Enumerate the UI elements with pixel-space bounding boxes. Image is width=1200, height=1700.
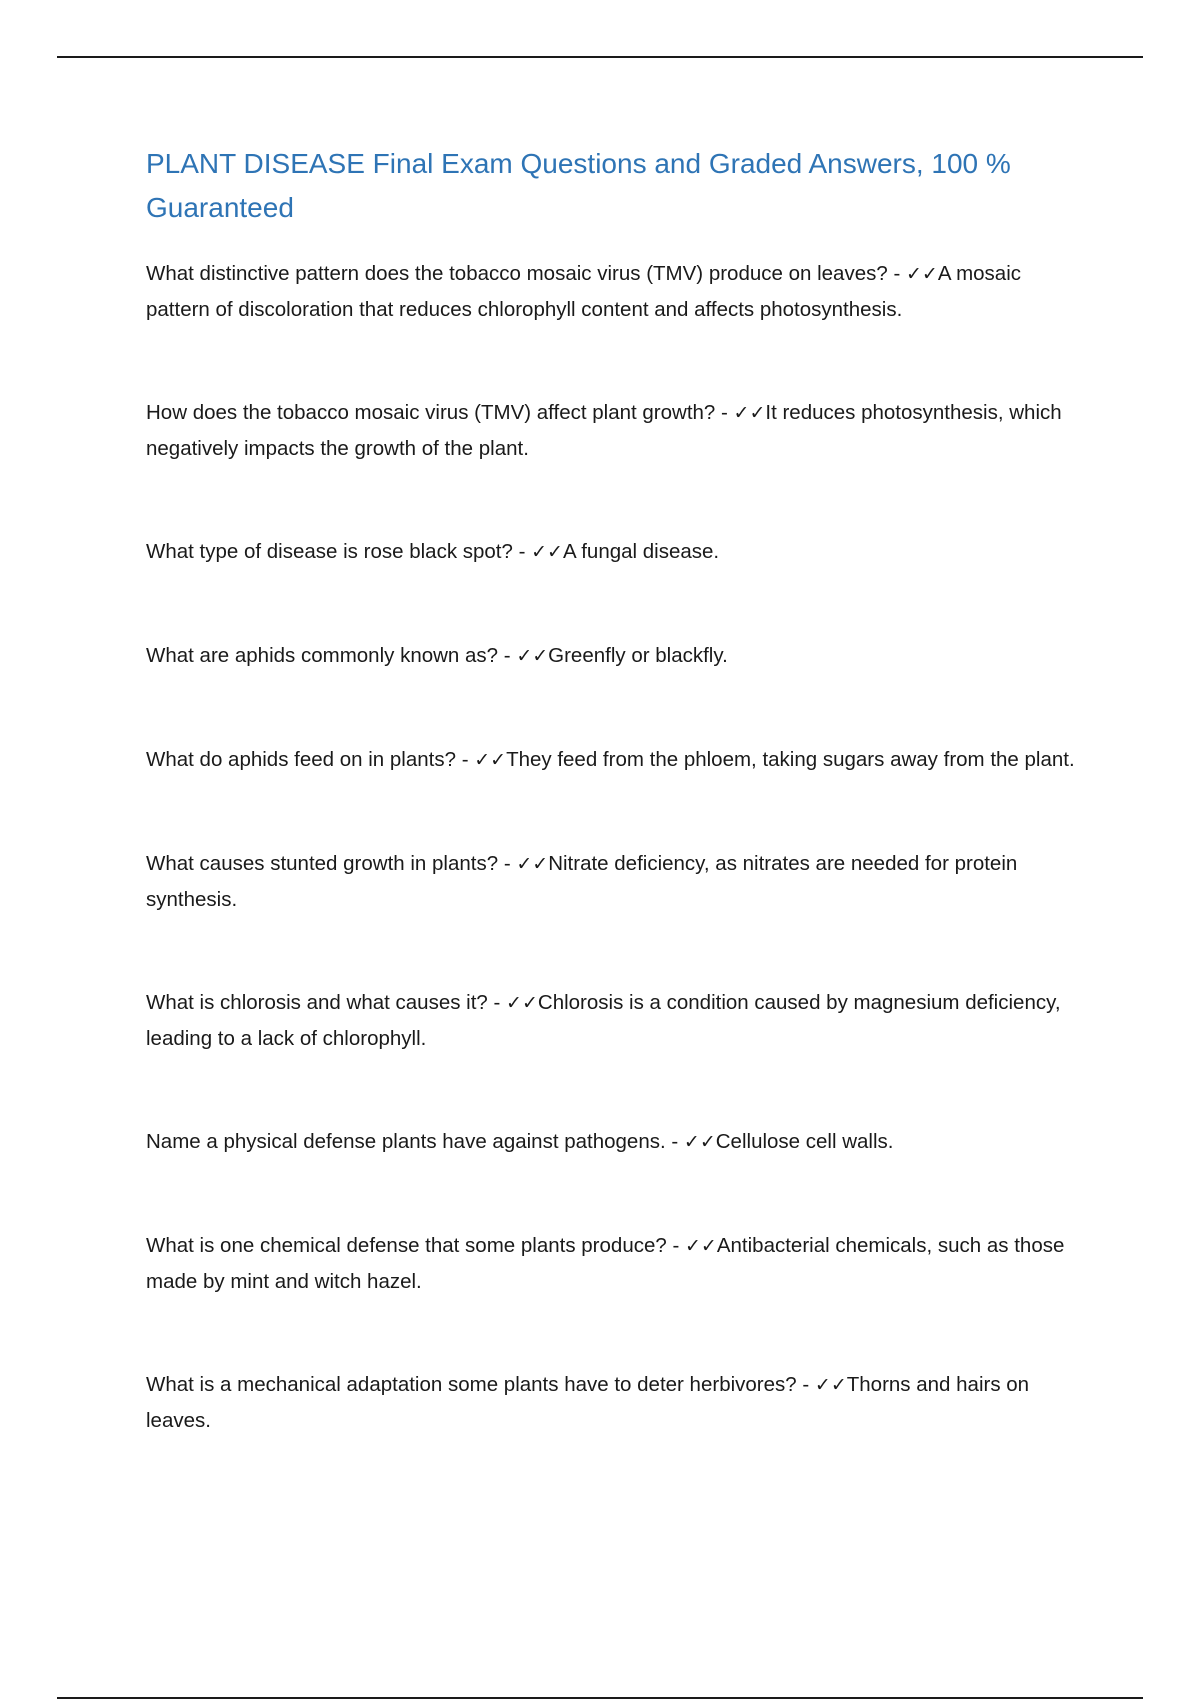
answer-text: They feed from the phloem, taking sugars away from the plant. <box>506 748 1075 771</box>
double-check-icon: ✓✓ <box>733 402 766 424</box>
answer-text: Nitrate deficiency, as nitrates are needed for protein synthesis. <box>146 852 1018 911</box>
double-check-icon: ✓✓ <box>516 645 549 667</box>
qa-item <box>146 256 1076 327</box>
separator: - <box>512 540 532 563</box>
separator: - <box>666 1234 685 1257</box>
bottom-horizontal-rule <box>57 1697 1143 1699</box>
separator: - <box>498 644 517 667</box>
double-check-icon: ✓✓ <box>506 992 538 1014</box>
question-text: What are aphids commonly known as? <box>146 644 499 667</box>
qa-item <box>146 638 1076 674</box>
double-check-icon: ✓✓ <box>516 853 549 875</box>
separator: - <box>887 262 906 285</box>
question-text: What type of disease is rose black spot? <box>146 540 513 563</box>
question-text: What is one chemical defense that some plants produce? <box>146 1234 667 1257</box>
answer-text: A fungal disease. <box>562 540 720 563</box>
double-check-icon: ✓✓ <box>683 1131 716 1153</box>
answer-text: Thorns and hairs on leaves. <box>146 1373 1030 1432</box>
qa-item <box>146 985 1076 1056</box>
qa-item <box>146 395 1076 466</box>
separator: - <box>796 1373 815 1396</box>
separator: - <box>456 748 475 771</box>
document-body <box>146 142 1076 1438</box>
double-check-icon: ✓✓ <box>474 749 507 771</box>
qa-list <box>146 256 1076 1438</box>
qa-item <box>146 1124 1076 1160</box>
double-check-icon: ✓✓ <box>905 263 938 285</box>
separator: - <box>715 401 734 424</box>
question-text: What causes stunted growth in plants? <box>146 852 499 875</box>
answer-text: A mosaic pattern of discoloration that reduces chlorophyll content and affects photosynthesis. <box>146 262 1021 321</box>
answer-text: Antibacterial chemicals, such as those made by mint and witch hazel. <box>146 1234 1065 1293</box>
double-check-icon: ✓✓ <box>814 1374 847 1396</box>
question-text: What is chlorosis and what causes it? <box>146 991 488 1014</box>
separator: - <box>665 1130 684 1153</box>
answer-text: Greenfly or blackfly. <box>548 644 728 667</box>
question-text: What is a mechanical adaptation some plants have to deter herbivores? <box>146 1373 797 1396</box>
qa-item <box>146 1367 1076 1438</box>
document-title: PLANT DISEASE Final Exam Questions and Graded Answers, 100 % Guaranteed <box>146 148 1011 223</box>
answer-text: Cellulose cell walls. <box>715 1130 894 1153</box>
question-text: What distinctive pattern does the tobacco mosaic virus (TMV) produce on leaves? <box>146 262 888 285</box>
qa-item <box>146 534 1076 570</box>
separator: - <box>498 852 517 875</box>
answer-text: It reduces photosynthesis, which negatively impacts the growth of the plant. <box>146 401 1062 460</box>
separator: - <box>487 991 507 1014</box>
double-check-icon: ✓✓ <box>685 1235 717 1257</box>
question-text: Name a physical defense plants have against pathogens. <box>146 1130 666 1153</box>
qa-item <box>146 1228 1076 1299</box>
answer-text: Chlorosis is a condition caused by magnesium deficiency, leading to a lack of chlorophyll. <box>146 991 1061 1050</box>
question-text: How does the tobacco mosaic virus (TMV) affect plant growth? <box>146 401 716 424</box>
double-check-icon: ✓✓ <box>531 541 563 563</box>
qa-item <box>146 846 1076 917</box>
qa-item <box>146 742 1076 778</box>
question-text: What do aphids feed on in plants? <box>146 748 456 771</box>
top-horizontal-rule <box>57 56 1143 58</box>
